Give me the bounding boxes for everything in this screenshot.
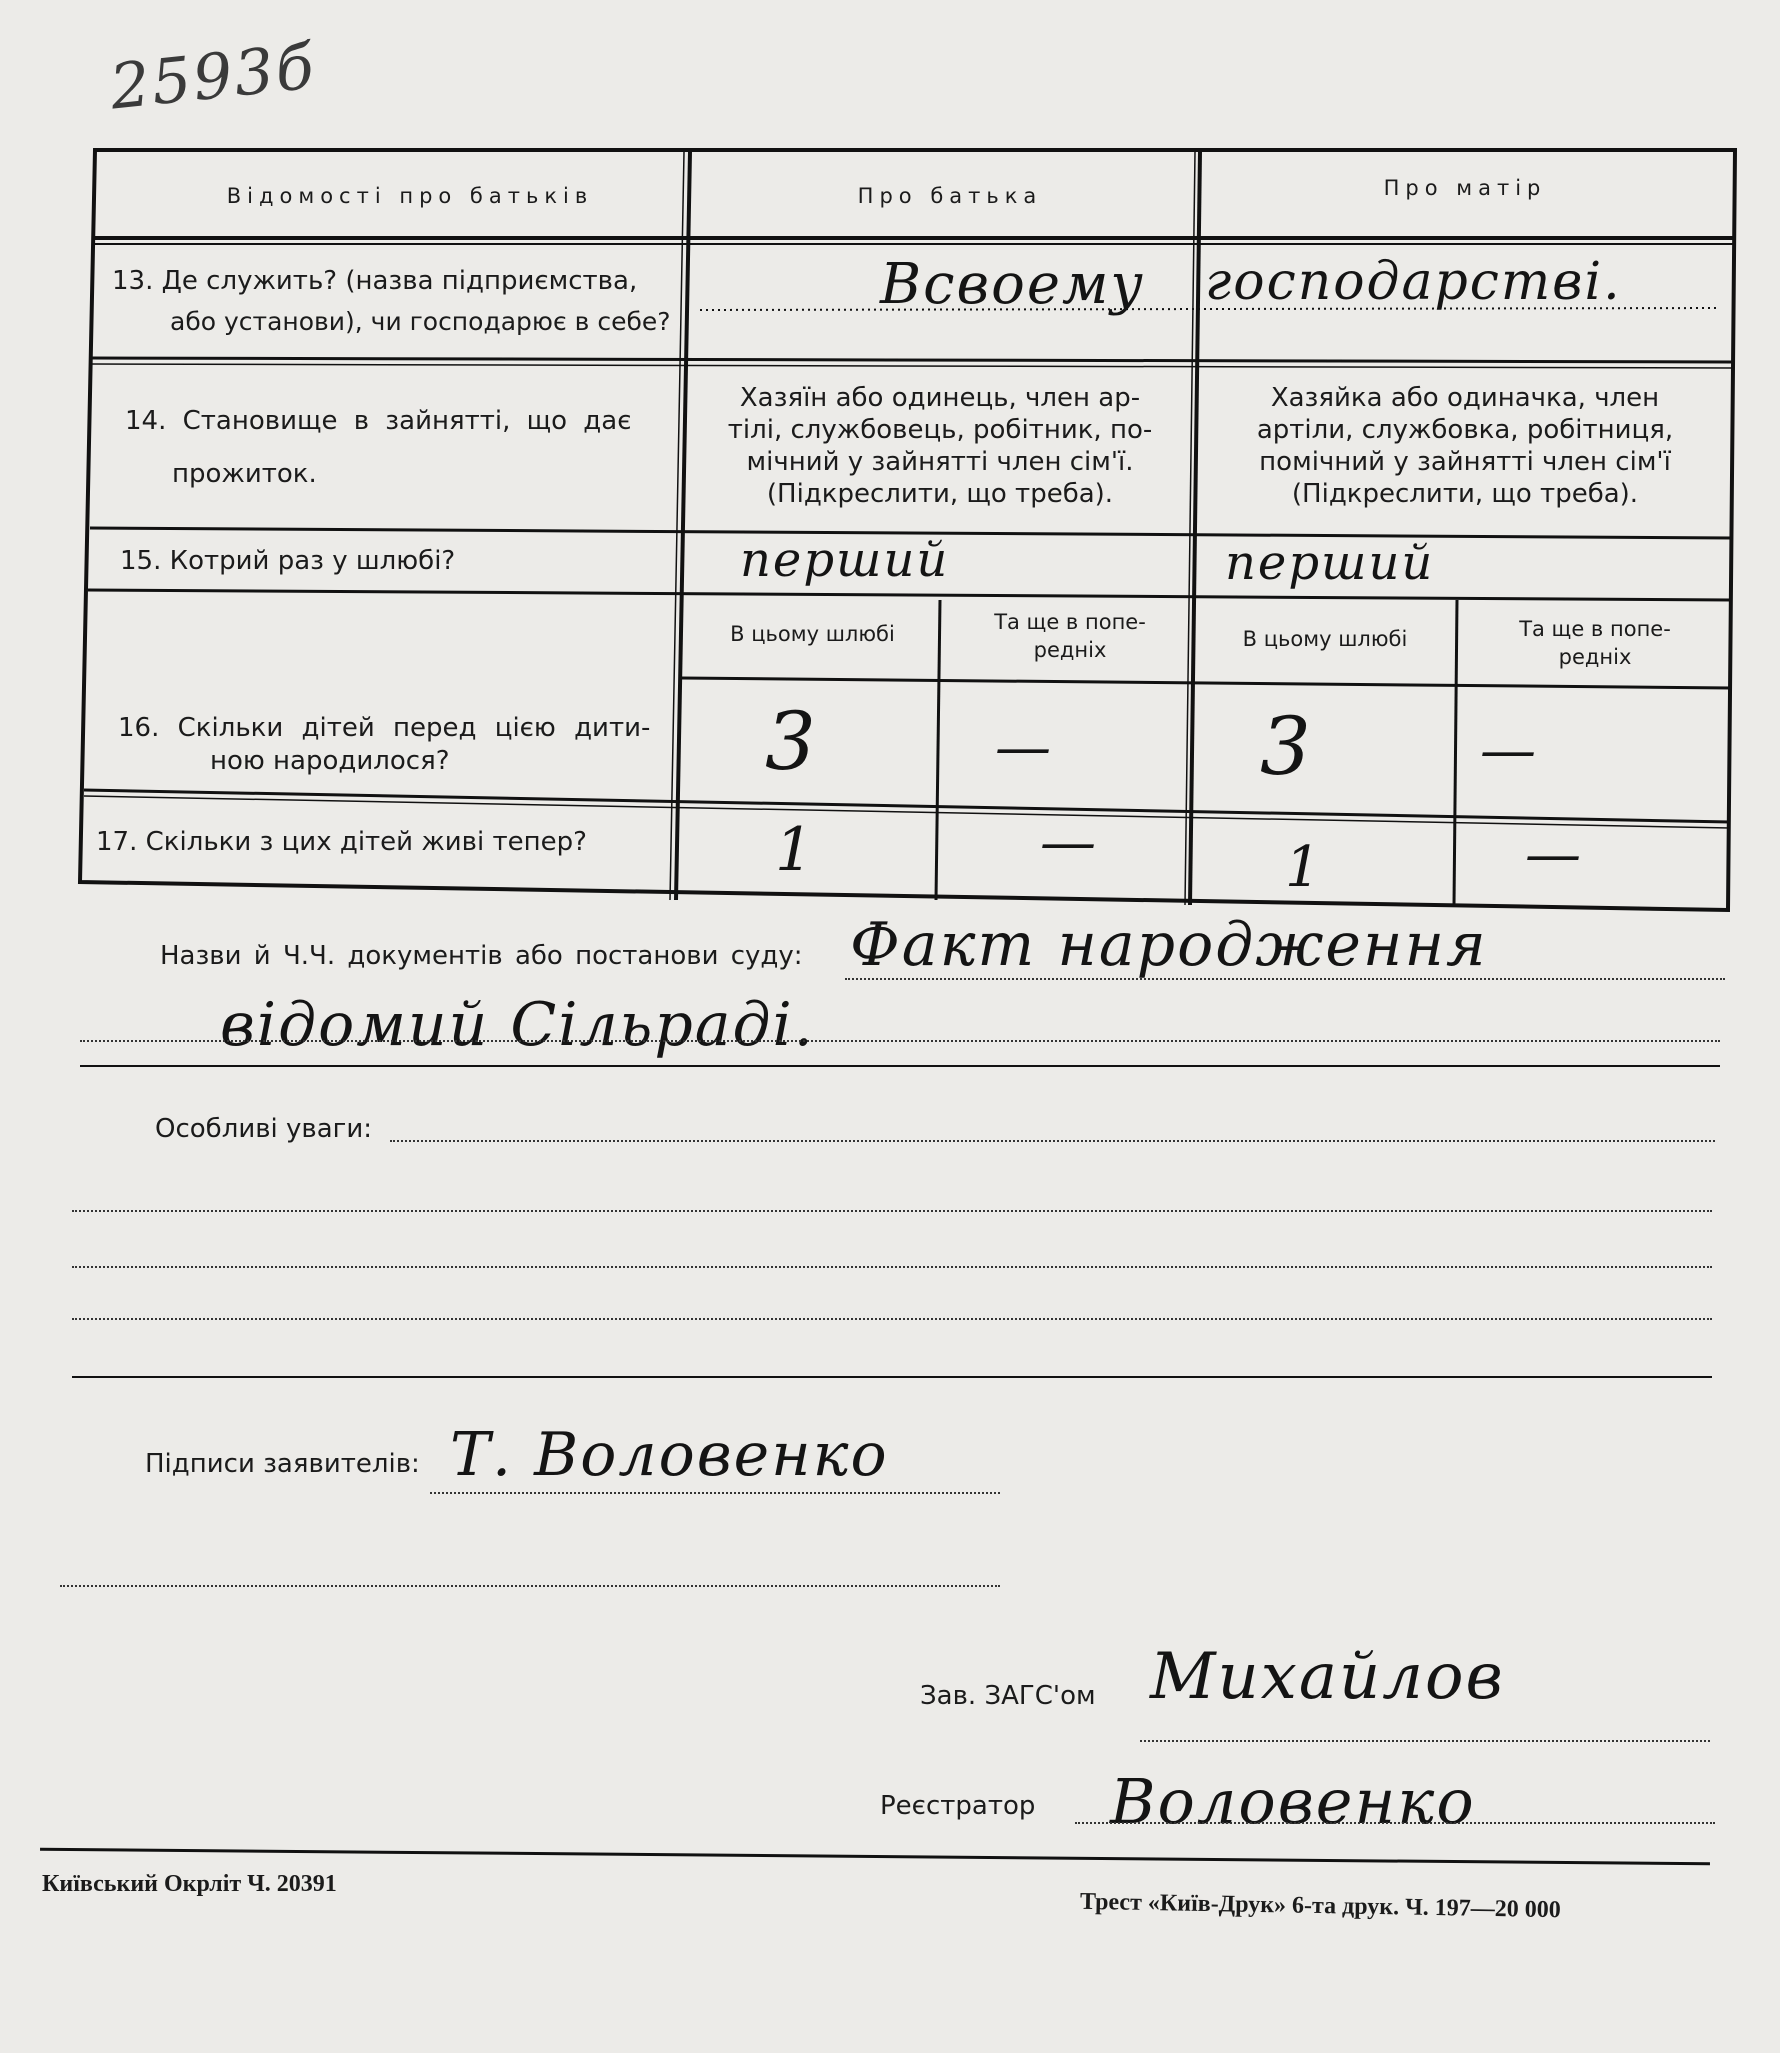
signatures-line-1 — [430, 1492, 1000, 1494]
row13-label-2: або установи), чи господарює в себе? — [170, 307, 671, 336]
row14-mother-line3: помічний у зайнятті член сім'ї — [1259, 447, 1671, 477]
documents-label: Назви й Ч.Ч. документів або постанови суду: — [160, 941, 803, 971]
remarks-line-3 — [72, 1266, 1712, 1268]
archive-number: 2593б — [106, 29, 319, 124]
row14-mother-options — [1215, 382, 1715, 510]
documents-rule — [80, 1065, 1720, 1067]
documents-answer-2: відомий Сільраді. — [220, 990, 815, 1060]
header-col-mother: Про матір — [1383, 176, 1547, 200]
row17-father-prev: — — [1040, 810, 1098, 875]
sub-mother-prev-1: Та ще в попе- — [1519, 617, 1671, 641]
signatures-line-2 — [60, 1585, 1000, 1587]
signatures-label: Підписи заявителів: — [145, 1449, 420, 1479]
sub-mother-prev-2: редніх — [1558, 645, 1632, 669]
row14-father-line4: (Підкреслити, що треба). — [766, 479, 1114, 509]
row14-father-options — [700, 382, 1180, 510]
header-col-label: Відомості про батьків — [226, 184, 594, 208]
remarks-line-4 — [72, 1318, 1712, 1320]
sub-father-this: В цьому шлюбі — [730, 622, 895, 646]
row15-label: 15. Котрий раз у шлюбі? — [120, 546, 456, 576]
row17-mother-prev: — — [1525, 822, 1583, 887]
row17-mother-this: 1 — [1285, 835, 1323, 900]
documents-answer-1: Факт народження — [850, 910, 1488, 980]
row16-mother-this: 3 — [1260, 700, 1313, 793]
sub-mother-this: В цьому шлюбі — [1242, 627, 1408, 651]
applicant-signature: Т. Воловенко — [450, 1420, 889, 1490]
row14-label-1: 14. Становище в зайнятті, що дає — [125, 406, 632, 436]
remarks-line-1 — [390, 1140, 1715, 1142]
documents-line-2 — [80, 1040, 1720, 1042]
row14-mother-line1: Хазяйка або одиначка, член — [1270, 383, 1660, 413]
sub-mother-prev — [1460, 615, 1730, 671]
remarks-line-2 — [72, 1210, 1712, 1212]
row13-father-answer: Всвоему — [880, 252, 1145, 317]
row14-mother-line4: (Підкреслити, що треба). — [1291, 479, 1639, 509]
row13-mother-answer: господарстві. — [1205, 252, 1622, 312]
row16-father-this: 3 — [765, 695, 818, 788]
row17-label: 17. Скільки з цих дітей живі тепер? — [96, 827, 587, 857]
footer-left: Київський Окрліт Ч. 20391 — [42, 1871, 337, 1897]
documents-line-1 — [845, 978, 1725, 980]
row16-label-1: 16. Скільки дітей перед цією дити- — [118, 713, 651, 743]
row14-father-line1: Хазяїн або одинець, член ар- — [739, 383, 1141, 413]
row17-father-this: 1 — [775, 815, 816, 885]
row13-label-1: 13. Де служить? (назва підприємства, — [112, 266, 638, 296]
zags-label: Зав. ЗАГС'ом — [920, 1681, 1096, 1711]
row16-mother-prev: — — [1480, 718, 1538, 783]
row14-father-line3: мічний у зайнятті член сім'ї. — [746, 447, 1134, 477]
row15-father-answer: перший — [740, 532, 950, 588]
footer-right: Трест «Київ-Друк» 6-та друк. Ч. 197—20 000 — [1079, 1888, 1561, 1924]
row16-father-prev: — — [995, 715, 1053, 780]
row14-father-line2: тілі, службовець, робітник, по- — [727, 415, 1153, 445]
zags-signature: Михайлов — [1150, 1640, 1505, 1714]
header-col-father: Про батька — [857, 184, 1043, 208]
sub-father-prev — [945, 608, 1195, 664]
row16-label-2: ною народилося? — [210, 746, 450, 776]
row14-mother-line2: артіли, службовка, робітниця, — [1256, 415, 1674, 445]
sub-father-prev-2: редніх — [1033, 638, 1107, 662]
zags-line — [1140, 1740, 1710, 1742]
registrar-signature: Воловенко — [1110, 1765, 1476, 1838]
registrar-line — [1075, 1822, 1715, 1824]
sub-father-prev-1: Та ще в попе- — [994, 610, 1146, 634]
registrar-label: Реєстратор — [880, 1791, 1036, 1821]
row15-mother-answer: перший — [1225, 535, 1435, 591]
remarks-label: Особливі уваги: — [155, 1114, 372, 1144]
row14-label-2: прожиток. — [172, 459, 317, 489]
remarks-rule — [72, 1376, 1712, 1378]
